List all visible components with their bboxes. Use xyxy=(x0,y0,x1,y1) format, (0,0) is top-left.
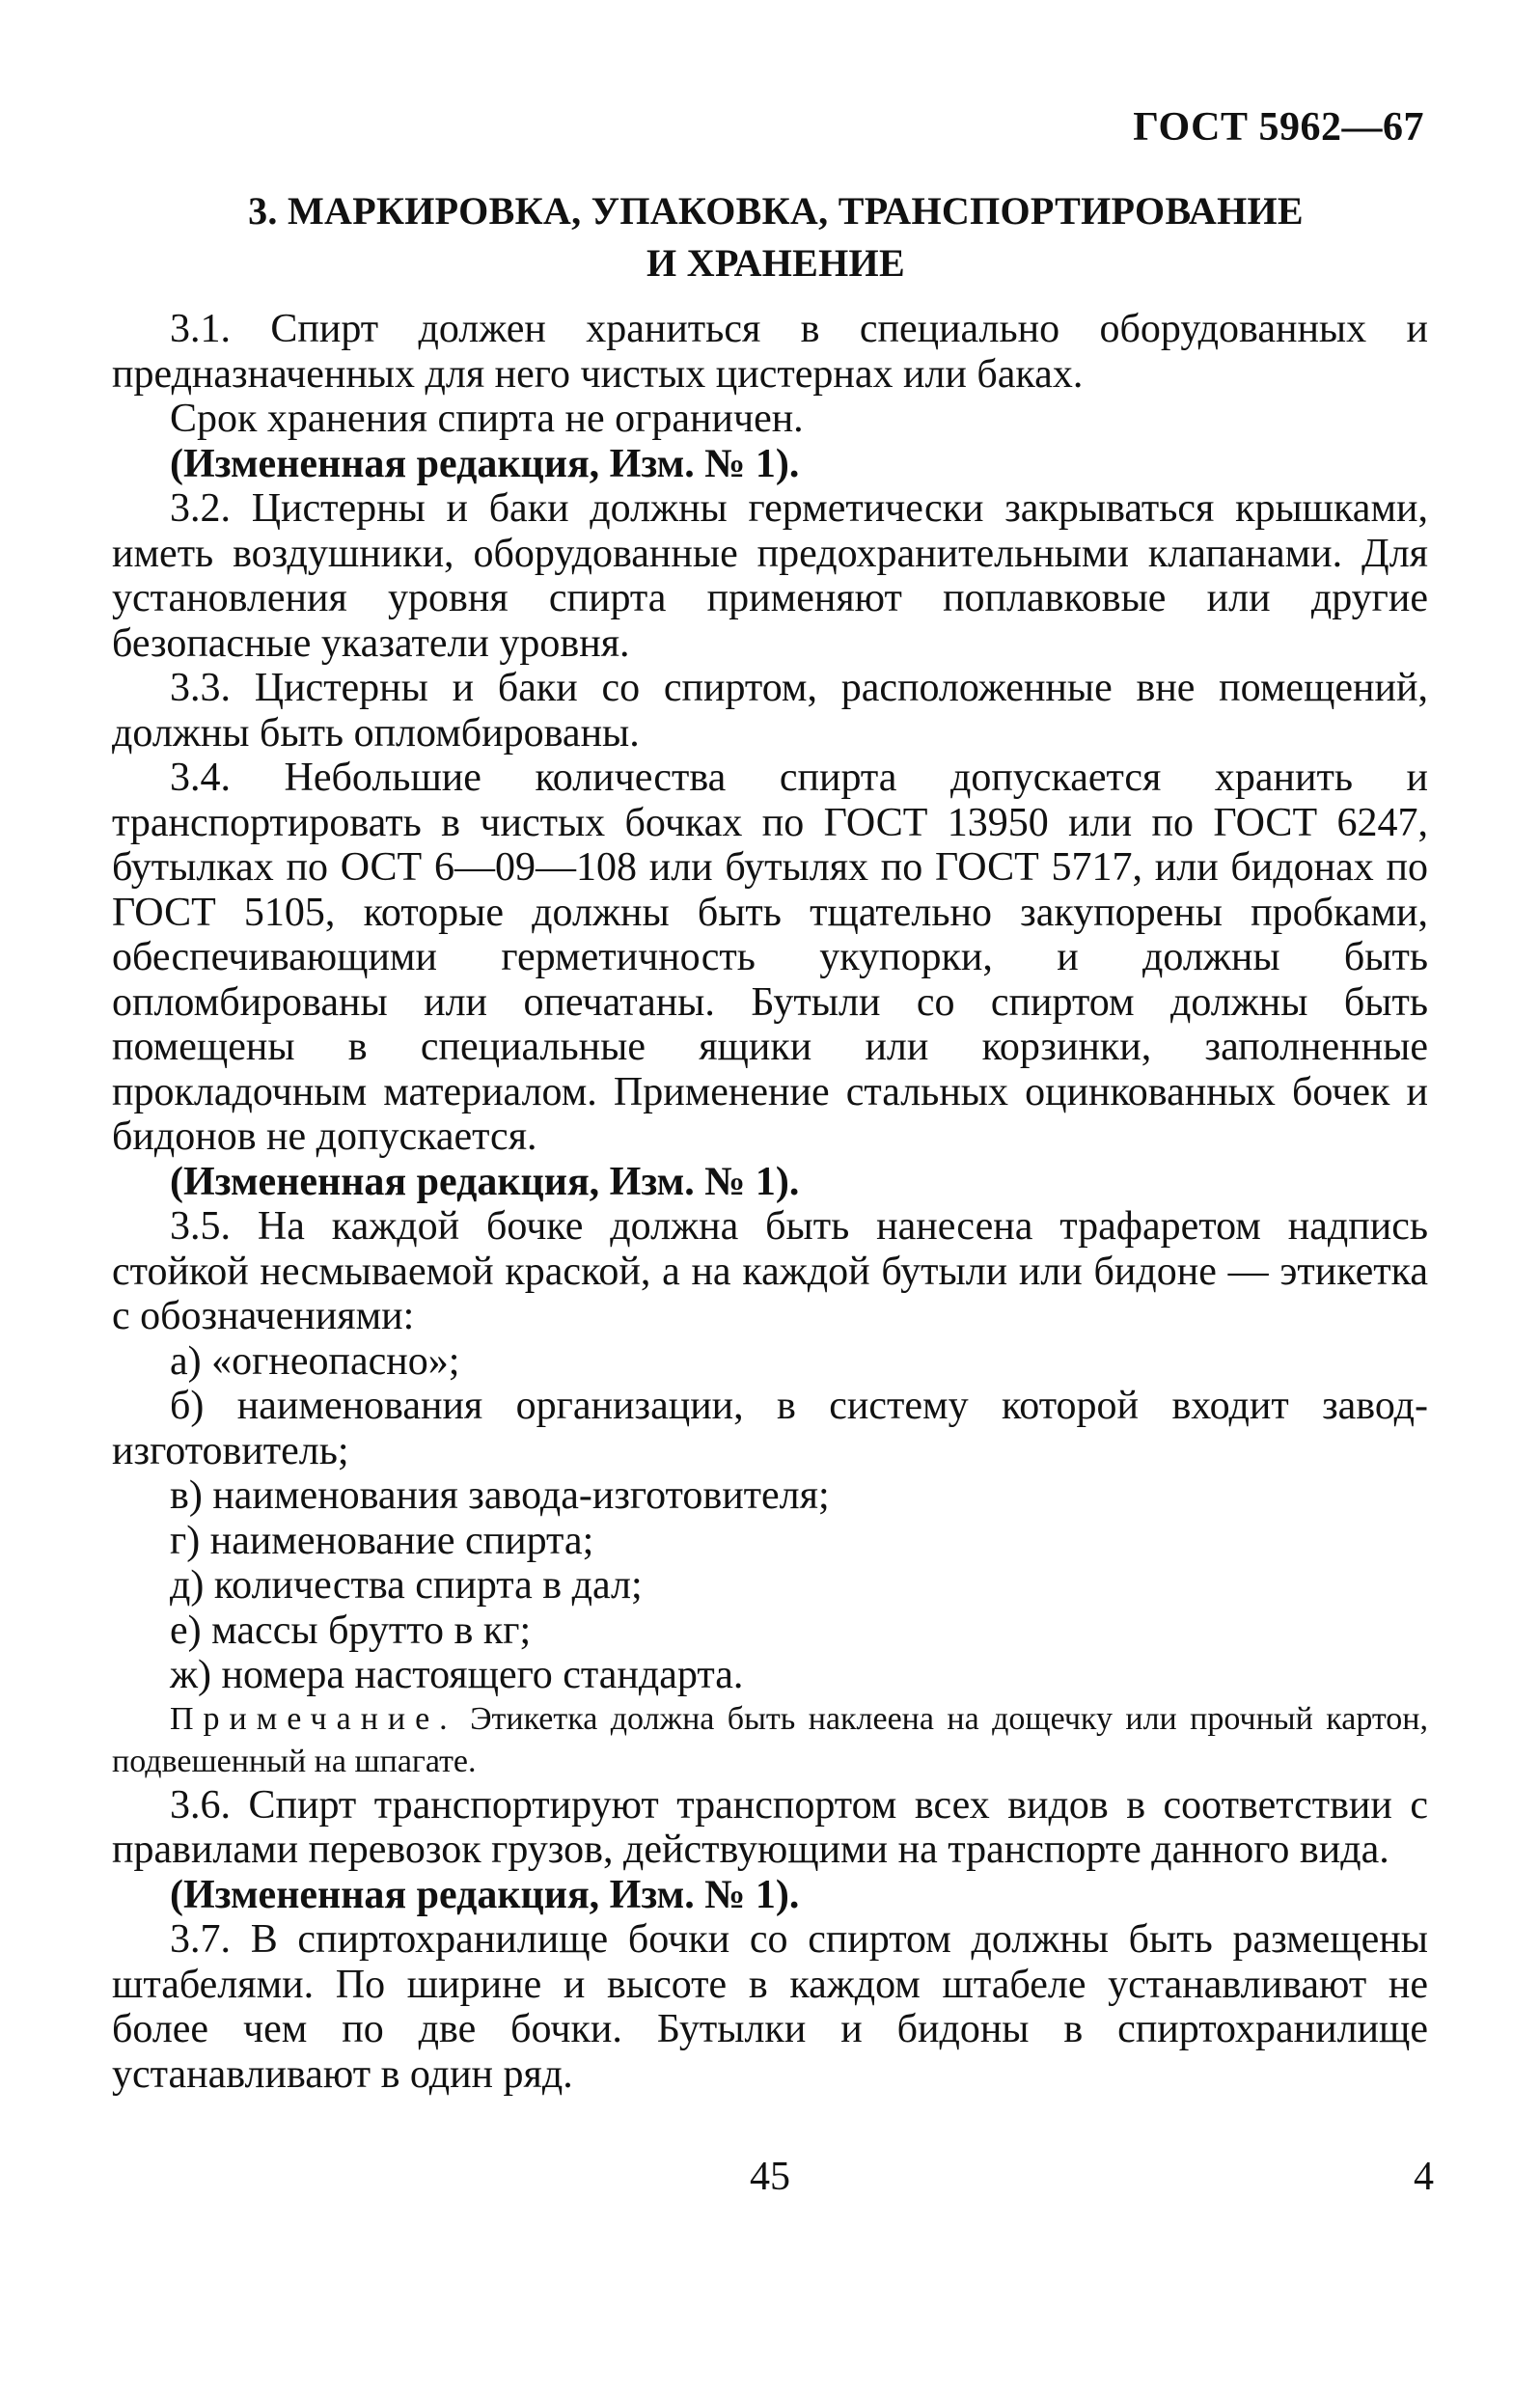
paragraph-3-5: 3.5. На каждой бочке должна быть нанесена трафаретом надпись стойкой несмываемой краской, а на каждой бутыли или бидоне — этикетка с обозначениями: xyxy=(112,1204,1428,1338)
paragraph-3-3: 3.3. Цистерны и баки со спиртом, расположенные вне помещений, должны быть опломбированы. xyxy=(112,666,1428,756)
amendment-note: (Измененная редакция, Изм. № 1). xyxy=(170,441,800,486)
note-label: Примечание. xyxy=(170,1700,457,1737)
paragraph-3-1-storage: Срок хранения спирта не ограничен. xyxy=(170,397,804,441)
paragraph-3-1: 3.1. Спирт должен храниться в специально оборудованных и предназначенных для него чистых цистернах или баках. xyxy=(112,307,1428,397)
section-title xyxy=(112,185,1440,289)
amendment-note: (Измененная редакция, Изм. № 1). xyxy=(170,1159,800,1204)
list-item-d: д) количества спирта в дал; xyxy=(170,1563,643,1608)
paragraph-3-2: 3.2. Цистерны и баки должны герметически закрываться крышками, иметь воздушники, оборудованные предохранительными клапанами. Для установления уровня спирта применяют поплавковые или другие безопасные указатели уровня. xyxy=(112,486,1428,666)
list-item-a: а) «огнеопасно»; xyxy=(170,1338,460,1384)
list-item-zh: ж) номера настоящего стандарта. xyxy=(170,1653,744,1697)
list-item-e: е) массы брутто в кг; xyxy=(170,1608,532,1653)
list-item-g: г) наименование спирта; xyxy=(170,1518,594,1563)
page-number: 45 xyxy=(750,2155,790,2199)
note-text: Этикетка должна быть наклеена на дощечку или прочный картон, подвешенный на шпагате. xyxy=(112,1700,1428,1779)
amendment-note: (Измененная редакция, Изм. № 1). xyxy=(170,1872,800,1917)
paragraph-3-4: 3.4. Небольшие количества спирта допускается хранить и транспортировать в чистых бочках по ГОСТ 13950 или по ГОСТ 6247, бутылках по ОСТ 6—09—108 или бутылях по ГОСТ 5717, или бидонах по ГОСТ 5105, которые должны быть тщательно закупорены пробками, обеспечивающими герметичность укупорки, и должны быть опломбированы или опечатаны. Бутыли со спиртом должны быть помещены в специальные ящики или корзинки, заполненные прокладочным материалом. Применение стальных оцинкованных бочек и бидонов не допускается. xyxy=(112,756,1428,1159)
paragraph-3-6: 3.6. Спирт транспортируют транспортом всех видов в соответствии с правилами перевозок грузов, действующими на транспорте данного вида. xyxy=(112,1782,1428,1872)
sheet-number: 4 xyxy=(1414,2155,1434,2199)
list-item-v: в) наименования завода-изготовителя; xyxy=(170,1473,830,1518)
section-title-line-1: 3. МАРКИРОВКА, УПАКОВКА, ТРАНСПОРТИРОВАНИЕ xyxy=(248,189,1304,233)
paragraph-3-7: 3.7. В спиртохранилище бочки со спиртом должны быть размещены штабелями. По ширине и высоте в каждом штабеле устанавливают не более чем по две бочки. Бутылки и бидоны в спиртохранилище устанавливают в один ряд. xyxy=(112,1917,1428,2097)
document-body xyxy=(112,307,1428,2097)
note xyxy=(112,1698,1428,1783)
list-item-b: б) наименования организации, в систему которой входит завод-изготовитель; xyxy=(112,1384,1428,1473)
standard-code: ГОСТ 5962—67 xyxy=(1133,105,1424,150)
section-title-line-2: И ХРАНЕНИЕ xyxy=(646,241,905,285)
